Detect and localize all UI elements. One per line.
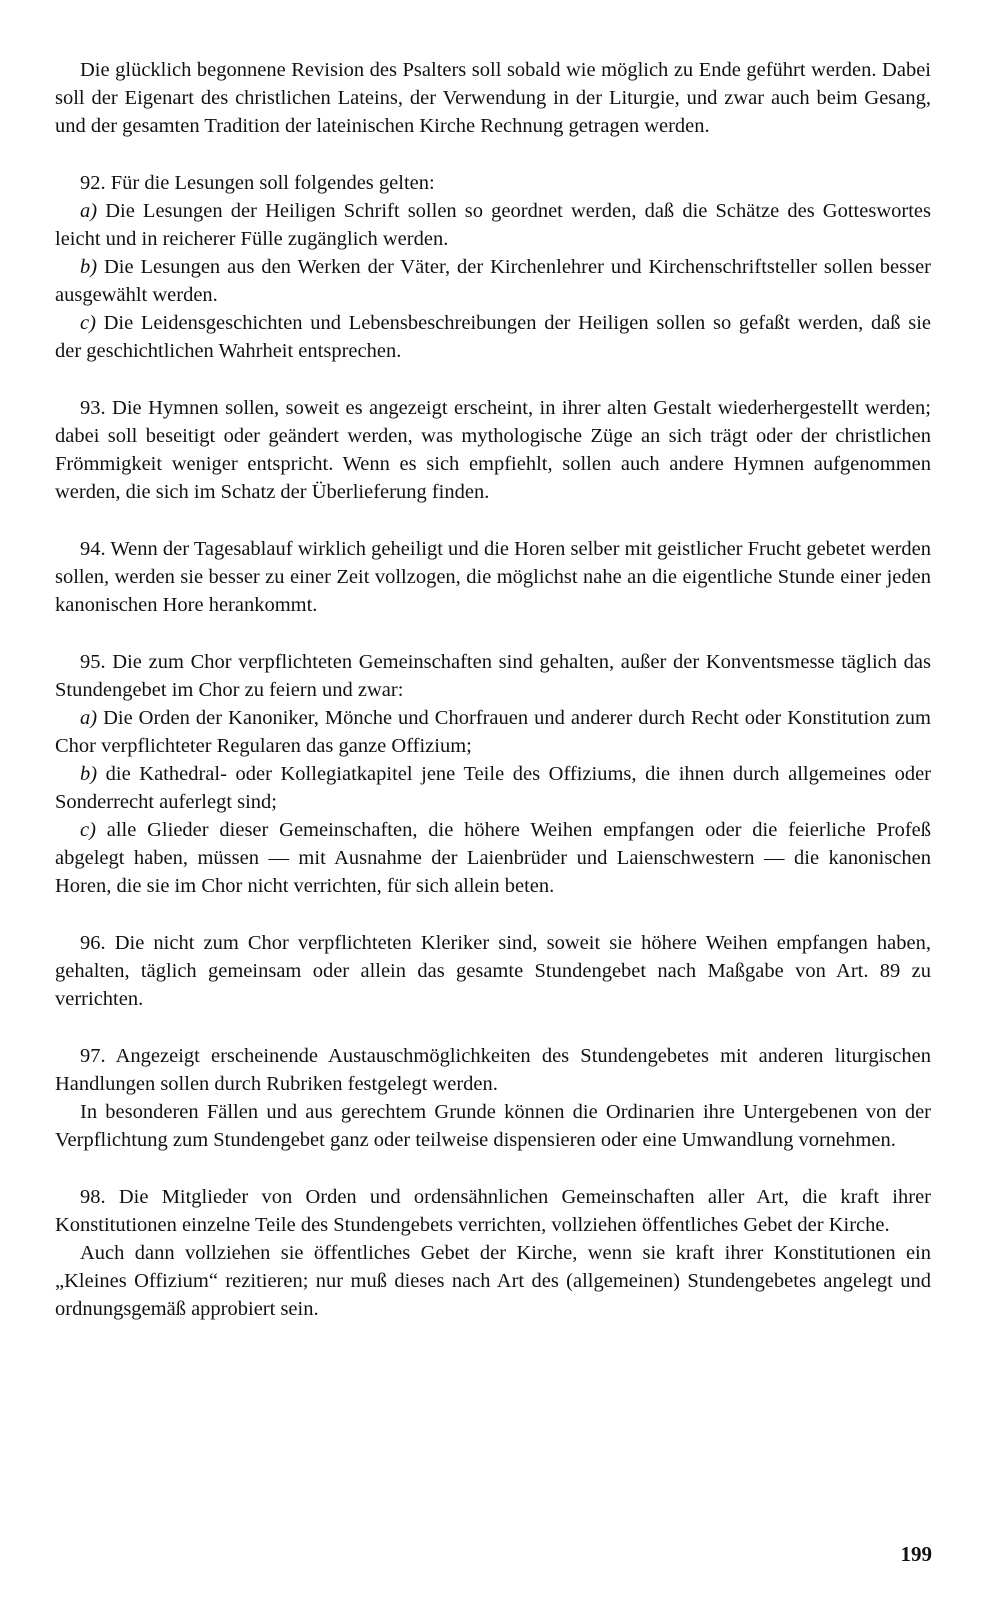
paragraph-art-97 bbox=[55, 1042, 931, 1098]
paragraph-art-94 bbox=[55, 535, 931, 619]
paragraph-art-98-continued bbox=[55, 1239, 931, 1323]
item-label: a) bbox=[80, 707, 98, 729]
item-label: a) bbox=[80, 200, 98, 222]
paragraph-text: alle Glieder dieser Gemeinschaften, die höhere Weihen empfangen oder die feierliche Profeß abgelegt haben, müssen — mit Ausnahme der Laienbrüder und Laienschwestern — die kanonischen Horen, die sie im Chor nicht verrichten, für sich allein beten. bbox=[55, 819, 931, 897]
item-label: c) bbox=[80, 312, 96, 334]
paragraph-intro bbox=[55, 56, 931, 140]
item-label: c) bbox=[80, 819, 96, 841]
paragraph-text: 98. Die Mitglieder von Orden und ordensähnlichen Gemeinschaften aller Art, die kraft ihrer Konstitutionen einzelne Teile des Stundengebets verrichten, vollziehen öffentliches Gebet der Kirche. bbox=[55, 1186, 931, 1236]
paragraph-text: 94. Wenn der Tagesablauf wirklich geheiligt und die Horen selber mit geistlicher Frucht gebetet werden sollen, werden sie besser zu einer Zeit vollzogen, die möglichst nahe an die eigentliche Stunde einer jeden kanonischen Hore herankommt. bbox=[55, 538, 931, 616]
paragraph-art-92-b bbox=[55, 253, 931, 309]
paragraph-text: 95. Die zum Chor verpflichteten Gemeinschaften sind gehalten, außer der Konventsmesse täglich das Stundengebet im Chor zu feiern und zwar: bbox=[55, 651, 931, 701]
paragraph-text: Die Leidensgeschichten und Lebensbeschreibungen der Heiligen sollen so gefaßt werden, daß sie der geschichtlichen Wahrheit entsprechen. bbox=[55, 312, 931, 362]
paragraph-art-92-c bbox=[55, 309, 931, 365]
item-label: b) bbox=[80, 763, 98, 785]
paragraph-art-92 bbox=[55, 169, 931, 197]
page-body bbox=[55, 56, 931, 1323]
paragraph-text: 96. Die nicht zum Chor verpflichteten Kleriker sind, soweit sie höhere Weihen empfangen haben, gehalten, täglich gemeinsam oder allein das gesamte Stundengebet nach Maßgabe von Art. 89 zu verrichten. bbox=[55, 932, 931, 1010]
paragraph-text: Auch dann vollziehen sie öffentliches Gebet der Kirche, wenn sie kraft ihrer Konstitutionen ein „Kleines Offizium“ rezitieren; nur muß dieses nach Art des (allgemeinen) Stundengebetes angelegt und ordnungsgemäß approbiert sein. bbox=[55, 1242, 931, 1320]
paragraph-text: In besonderen Fällen und aus gerechtem Grunde können die Ordinarien ihre Untergebenen von der Verpflichtung zum Stundengebet ganz oder teilweise dispensieren oder eine Umwandlung vornehmen. bbox=[55, 1101, 931, 1151]
paragraph-text: die Kathedral- oder Kollegiatkapitel jene Teile des Offiziums, die ihnen durch allgemeines oder Sonderrecht auferlegt sind; bbox=[55, 763, 931, 813]
paragraph-art-97-continued bbox=[55, 1098, 931, 1154]
paragraph-art-95-a bbox=[55, 704, 931, 760]
paragraph-text: 93. Die Hymnen sollen, soweit es angezeigt erscheint, in ihrer alten Gestalt wiederhergestellt werden; dabei soll beseitigt oder geändert werden, was mythologische Züge an sich trägt oder der christlichen Frömmigkeit weniger entspricht. Wenn es sich empfiehlt, sollen auch andere Hymnen aufgenommen werden, die sich im Schatz der Überlieferung finden. bbox=[55, 397, 931, 503]
item-label: b) bbox=[80, 256, 98, 278]
page-number: 199 bbox=[900, 1542, 932, 1566]
paragraph-text: 92. Für die Lesungen soll folgendes gelten: bbox=[80, 172, 435, 194]
paragraph-art-98 bbox=[55, 1183, 931, 1239]
paragraph-text: Die Lesungen der Heiligen Schrift sollen so geordnet werden, daß die Schätze des Gotteswortes leicht und in reicherer Fülle zugänglich werden. bbox=[55, 200, 931, 250]
paragraph-art-95-b bbox=[55, 760, 931, 816]
paragraph-text: Die glücklich begonnene Revision des Psalters soll sobald wie möglich zu Ende geführt werden. Dabei soll der Eigenart des christlichen Lateins, der Verwendung in der Liturgie, und zwar auch beim Gesang, und der gesamten Tradition der lateinischen Kirche Rechnung getragen werden. bbox=[55, 59, 931, 137]
paragraph-text: Die Lesungen aus den Werken der Väter, der Kirchenlehrer und Kirchenschriftsteller sollen besser ausgewählt werden. bbox=[55, 256, 931, 306]
paragraph-text: 97. Angezeigt erscheinende Austauschmöglichkeiten des Stundengebetes mit anderen liturgischen Handlungen sollen durch Rubriken festgelegt werden. bbox=[55, 1045, 931, 1095]
paragraph-art-92-a bbox=[55, 197, 931, 253]
paragraph-text: Die Orden der Kanoniker, Mönche und Chorfrauen und anderer durch Recht oder Konstitution zum Chor verpflichteter Regularen das ganze Offizium; bbox=[55, 707, 931, 757]
paragraph-art-93 bbox=[55, 394, 931, 506]
paragraph-art-95-c bbox=[55, 816, 931, 900]
paragraph-art-96 bbox=[55, 929, 931, 1013]
paragraph-art-95 bbox=[55, 648, 931, 704]
